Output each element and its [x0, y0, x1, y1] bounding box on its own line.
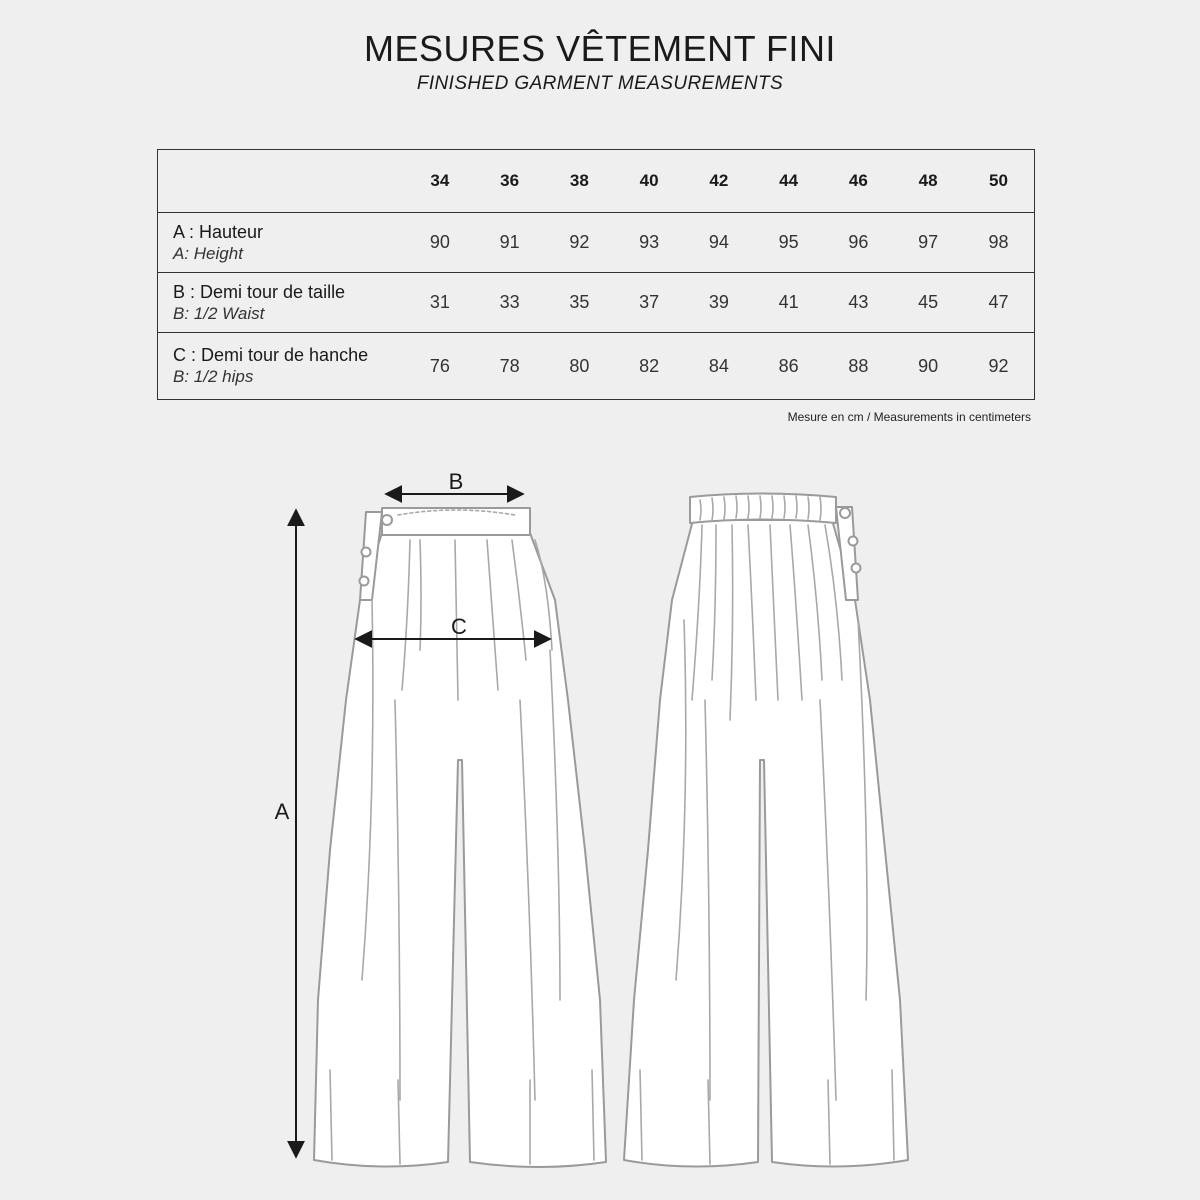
button-icon — [362, 548, 371, 557]
back-outline — [624, 520, 908, 1167]
size-header: 40 — [614, 150, 684, 213]
trousers-front-view — [314, 508, 606, 1167]
size-header: 44 — [754, 150, 824, 213]
row-label-en: A: Height — [173, 243, 243, 263]
table-cell: 31 — [405, 273, 475, 333]
size-header: 46 — [824, 150, 894, 213]
row-label-fr: C : Demi tour de hanche — [173, 345, 369, 365]
row-label-en: B: 1/2 hips — [173, 367, 254, 386]
size-header: 38 — [545, 150, 615, 213]
table-cell: 92 — [545, 213, 615, 273]
table-cell: 84 — [684, 333, 754, 400]
table-cell: 76 — [405, 333, 475, 400]
button-icon — [840, 508, 850, 518]
table-cell: 43 — [824, 273, 894, 333]
table-cell: 33 — [475, 273, 545, 333]
table-cell: 39 — [684, 273, 754, 333]
table-cell: 95 — [754, 213, 824, 273]
page-title: MESURES VÊTEMENT FINI — [364, 28, 836, 69]
table-cell: 78 — [475, 333, 545, 400]
button-icon — [382, 515, 392, 525]
row-label-fr: B : Demi tour de taille — [173, 281, 346, 302]
button-icon — [360, 577, 369, 586]
size-header: 42 — [684, 150, 754, 213]
dimension-b-label: B — [448, 469, 464, 494]
table-cell: 37 — [614, 273, 684, 333]
table-cell: 96 — [824, 213, 894, 273]
front-waistband — [382, 508, 530, 535]
trousers-back-view — [624, 494, 908, 1167]
dimension-c-label: C — [451, 614, 467, 639]
table-cell: 90 — [893, 333, 963, 400]
row-label-en: B: 1/2 Waist — [173, 303, 265, 323]
size-header: 48 — [893, 150, 963, 213]
table-cell: 90 — [405, 213, 475, 273]
units-note: Mesure en cm / Measurements in centimeters — [787, 410, 1031, 424]
table-cell: 47 — [963, 273, 1035, 333]
table-cell: 97 — [893, 213, 963, 273]
size-header: 36 — [475, 150, 545, 213]
button-icon — [852, 564, 861, 573]
table-cell: 98 — [963, 213, 1035, 273]
table-cell: 93 — [614, 213, 684, 273]
table-cell: 80 — [545, 333, 615, 400]
table-cell: 35 — [545, 273, 615, 333]
dimension-a-label: A — [274, 799, 290, 824]
size-header: 34 — [405, 150, 475, 213]
page-subtitle: FINISHED GARMENT MEASUREMENTS — [416, 73, 784, 94]
size-header: 50 — [963, 150, 1035, 213]
button-icon — [849, 537, 858, 546]
table-cell: 88 — [824, 333, 894, 400]
table-cell: 86 — [754, 333, 824, 400]
table-cell: 82 — [614, 333, 684, 400]
table-cell: 41 — [754, 273, 824, 333]
table-cell: 92 — [963, 333, 1035, 400]
row-label-fr: A : Hauteur — [173, 221, 264, 242]
table-cell: 91 — [475, 213, 545, 273]
table-cell: 94 — [684, 213, 754, 273]
table-cell: 45 — [893, 273, 963, 333]
